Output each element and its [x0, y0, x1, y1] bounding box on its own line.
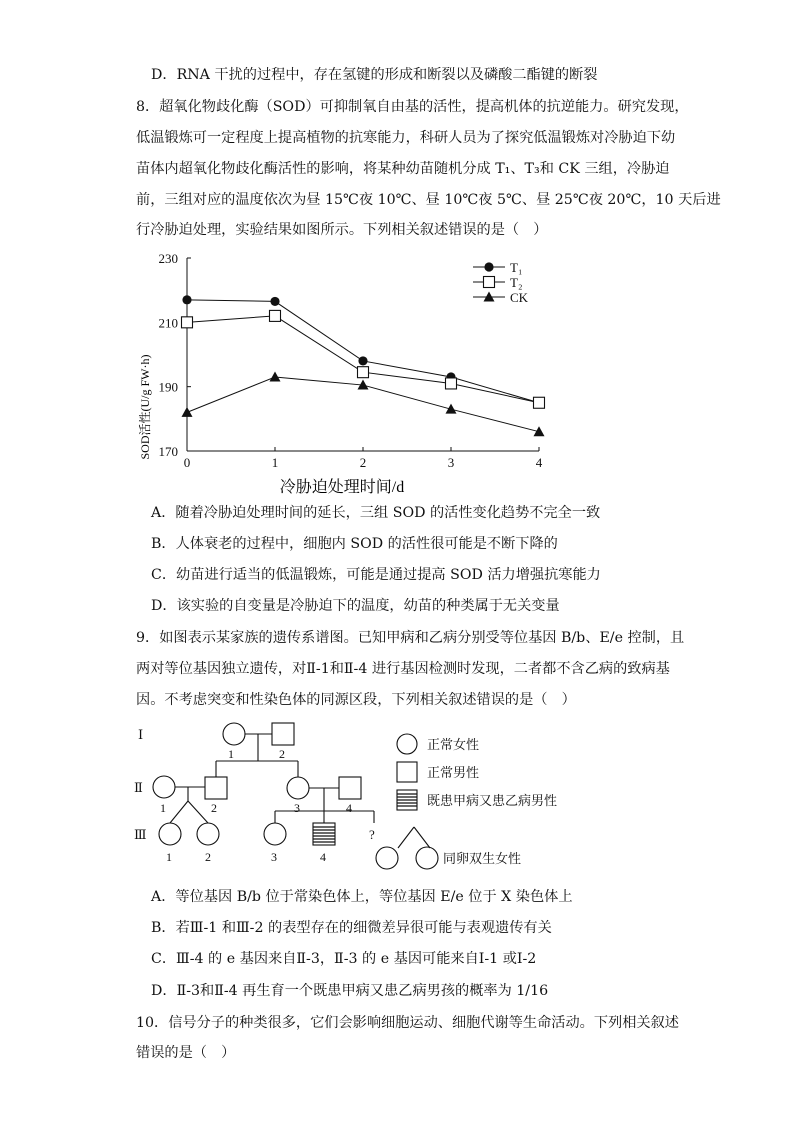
- q8-option-a[interactable]: A．随着冷胁迫处理时间的延长，三组 SOD 的活性变化趋势不完全一致: [151, 505, 601, 521]
- y-tick-label: 210: [158, 315, 178, 331]
- data-point-open-square: [270, 310, 281, 321]
- legend-label-affected: 既患甲病又患乙病男性: [427, 793, 558, 808]
- data-point-filled-triangle: [446, 404, 457, 414]
- label-II-2: 2: [211, 801, 217, 815]
- label-I-2: 2: [279, 747, 285, 761]
- label-II-3: 3: [294, 801, 300, 815]
- data-point-open-square: [534, 397, 545, 408]
- q8-option-d[interactable]: D．该实验的自变量是冷胁迫下的温度，幼苗的种类属于无关变量: [151, 598, 560, 614]
- label-unknown-child: ?: [369, 827, 375, 842]
- q9-stem-line: 两对等位基因独立遗传，对Ⅱ-1和Ⅱ-4 进行基因检测时发现，二者都不含乙病的致病基: [136, 661, 670, 677]
- x-tick-label: 0: [183, 455, 191, 470]
- q8-stem-line: 苗体内超氧化物歧化酶活性的影响，将某种幼苗随机分成 T₁、T₃和 CK 三组，冷胁迫: [136, 161, 670, 177]
- x-tick-label: 4: [535, 455, 543, 470]
- legend-label: T₂: [510, 275, 523, 290]
- pedigree-female-III-1: [159, 823, 181, 845]
- legend-marker: [484, 277, 495, 288]
- q9-option-b[interactable]: B．若Ⅲ-1 和Ⅲ-2 的表型存在的细微差异很可能与表观遗传有关: [151, 920, 552, 936]
- chart-y-label: SOD活性(U/g FW·h): [138, 354, 152, 460]
- chart-x-label: 冷胁迫处理时间/d: [279, 479, 405, 496]
- q10-stem-line: 错误的是（ ）: [136, 1045, 236, 1061]
- q7-option-d[interactable]: D．RNA 干扰的过程中，存在氢键的形成和断裂以及磷酸二酯键的断裂: [151, 67, 598, 83]
- legend-label-twins: 同卵双生女性: [443, 851, 522, 866]
- label-III-4: 4: [320, 850, 326, 864]
- pedigree-female-II-3: [287, 777, 309, 799]
- label-II-1: 1: [160, 801, 166, 815]
- q8-stem-line: 行冷胁迫处理，实验结果如图所示。下列相关叙述错误的是（ ）: [136, 222, 548, 238]
- sod-activity-chart: [130, 245, 570, 505]
- q8-stem-line: 8．超氧化物歧化酶（SOD）可抑制氧自由基的活性，提高机体的抗逆能力。研究发现，: [136, 99, 689, 115]
- pedigree-male-II-4: [339, 777, 361, 799]
- pedigree-male-II-2: [205, 777, 227, 799]
- data-point-open-square: [446, 378, 457, 389]
- q8-stem-line: 前，三组对应的温度依次为昼 15℃夜 10℃、昼 10℃夜 5℃、昼 25℃夜 20℃，10 天后进: [136, 192, 721, 208]
- legend-label: CK: [510, 290, 529, 305]
- pedigree-female-II-1: [153, 776, 175, 798]
- label-II-4: 4: [346, 801, 352, 815]
- generation-I: Ⅰ: [138, 727, 144, 742]
- label-III-1: 1: [166, 850, 172, 864]
- pedigree-chart: [130, 715, 590, 880]
- label-I-1: 1: [228, 747, 234, 761]
- data-point-filled-circle: [358, 356, 367, 365]
- chart-series: [182, 295, 545, 436]
- legend-female-symbol: [397, 734, 417, 754]
- x-tick-label: 2: [359, 455, 367, 470]
- y-tick-label: 170: [158, 444, 178, 459]
- data-point-open-square: [358, 367, 369, 378]
- q9-stem-line: 因。不考虑突变和性染色体的同源区段，下列相关叙述错误的是（ ）: [136, 692, 576, 708]
- data-point-filled-triangle: [270, 372, 281, 382]
- x-tick-label: 1: [271, 455, 279, 470]
- y-tick-label: 190: [158, 379, 178, 395]
- legend-twin-left: [376, 847, 398, 869]
- legend-label-female: 正常女性: [427, 737, 480, 752]
- legend-male-symbol: [397, 762, 417, 782]
- x-tick-label: 3: [447, 455, 455, 470]
- legend-marker: [484, 262, 493, 271]
- pedigree-female-I-1: [223, 723, 245, 745]
- label-III-2: 2: [205, 850, 211, 864]
- data-point-filled-triangle: [182, 407, 193, 417]
- pedigree-male-I-2: [272, 723, 294, 745]
- generation-III: Ⅲ: [134, 827, 147, 842]
- legend-label: T₁: [510, 260, 523, 275]
- pedigree-female-III-2: [197, 823, 219, 845]
- q8-stem-line: 低温锻炼可一定程度上提高植物的抗寒能力，科研人员为了探究低温锻炼对冷胁迫下幼: [136, 130, 676, 146]
- data-point-open-square: [182, 317, 193, 328]
- q9-option-d[interactable]: D．Ⅱ-3和Ⅱ-4 再生育一个既患甲病又患乙病男孩的概率为 1/16: [151, 983, 549, 999]
- data-point-filled-circle: [270, 297, 279, 306]
- q10-stem-line: 10．信号分子的种类很多，它们会影响细胞运动、细胞代谢等生命活动。下列相关叙述: [136, 1015, 679, 1031]
- q8-option-c[interactable]: C．幼苗进行适当的低温锻炼，可能是通过提高 SOD 活力增强抗寒能力: [151, 567, 601, 583]
- data-point-filled-circle: [182, 295, 191, 304]
- generation-II: Ⅱ: [134, 780, 143, 795]
- pedigree-female-III-3: [264, 823, 286, 845]
- q8-option-b[interactable]: B．人体衰老的过程中，细胞内 SOD 的活性很可能是不断下降的: [151, 536, 558, 552]
- q9-option-c[interactable]: C．Ⅲ-4 的 e 基因来自Ⅱ-3，Ⅱ-3 的 e 基因可能来自Ⅰ-1 或Ⅰ-2: [151, 951, 537, 967]
- y-tick-label: 230: [158, 251, 178, 266]
- q9-option-a[interactable]: A．等位基因 B/b 位于常染色体上，等位基因 E/e 位于 X 染色体上: [151, 889, 573, 905]
- q9-stem-line: 9．如图表示某家族的遗传系谱图。已知甲病和乙病分别受等位基因 B/b、E/e 控制，且: [136, 630, 685, 646]
- legend-label-male: 正常男性: [427, 765, 480, 780]
- chart-legend: [473, 260, 529, 305]
- label-III-3: 3: [271, 850, 277, 864]
- legend-twin-right: [416, 847, 438, 869]
